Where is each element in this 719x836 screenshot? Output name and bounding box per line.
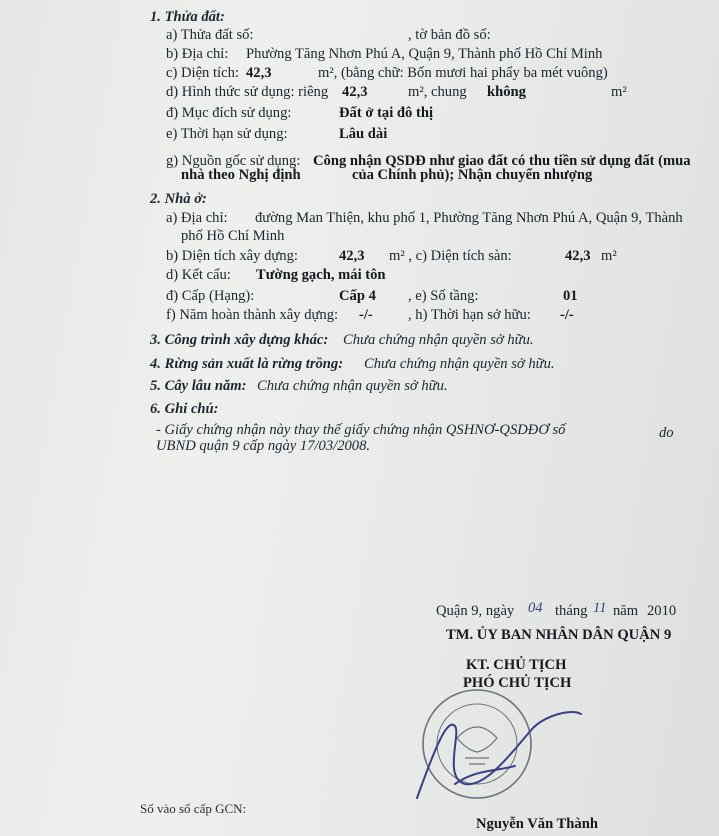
date-month: 11 — [593, 600, 607, 616]
common-area-value: không — [487, 84, 526, 100]
register-number-label: Số vào sổ cấp GCN: — [140, 801, 247, 816]
signer-title-2: PHÓ CHỦ TỊCH — [463, 675, 572, 691]
area-label: c) Diện tích: — [166, 65, 239, 81]
official-stamp-and-signature — [395, 688, 595, 818]
private-area-value: 42,3 — [342, 84, 368, 100]
date-day: 04 — [528, 600, 543, 616]
floors-value: 01 — [563, 288, 578, 304]
area-unit-text: m², (bằng chữ: Bốn mươi hai phẩy ba mét vuông) — [318, 65, 608, 81]
grade-value: Cấp 4 — [339, 288, 376, 304]
completion-year-value: -/- — [359, 307, 373, 323]
floor-area-label: m² , c) Diện tích sàn: — [389, 248, 512, 264]
map-sheet-label: , tờ bản đồ số: — [408, 27, 491, 43]
floor-area-value: 42,3 — [565, 248, 591, 264]
ownership-term-label: , h) Thời hạn sở hữu: — [408, 307, 531, 323]
structure-value: Tường gạch, mái tôn — [256, 267, 386, 283]
date-month-label: tháng — [555, 603, 588, 619]
ownership-term-value: -/- — [560, 307, 574, 323]
note-line2: UBND quận 9 cấp ngày 17/03/2008. — [156, 438, 371, 454]
build-area-value: 42,3 — [339, 248, 365, 264]
floors-label: , e) Số tầng: — [408, 288, 479, 304]
address-value: Phường Tăng Nhơn Phú A, Quận 9, Thành phố Hồ Chí Minh — [246, 46, 603, 62]
usage-form-label: d) Hình thức sử dụng: riêng — [166, 84, 329, 100]
origin-value-line2a: nhà theo Nghị định — [181, 167, 301, 183]
build-area-label: b) Diện tích xây dựng: — [166, 248, 298, 264]
signer-title-1: KT. CHỦ TỊCH — [466, 657, 567, 673]
date-year-label: năm — [613, 603, 639, 619]
signer-name: Nguyễn Văn Thành — [476, 816, 598, 832]
date-prefix: Quận 9, ngày — [436, 603, 515, 619]
floor-area-unit: m² — [601, 248, 617, 264]
grade-label: đ) Cấp (Hạng): — [166, 288, 255, 304]
term-value: Lâu dài — [339, 126, 388, 142]
structure-label: d) Kết cấu: — [166, 267, 231, 283]
origin-value-line1: Công nhận QSDĐ như giao đất có thu tiền sử dụng đất (mua — [313, 153, 691, 169]
purpose-label: đ) Mục đích sử dụng: — [166, 105, 292, 121]
date-year: 2010 — [647, 603, 677, 619]
origin-label: g) Nguồn gốc sử dụng: — [166, 153, 301, 169]
house-address-label: a) Địa chỉ: — [166, 210, 228, 226]
house-address-line1: đường Man Thiện, khu phố 1, Phường Tăng Nhơn Phú A, Quận 9, Thành — [255, 210, 683, 226]
section3-heading: 3. Công trình xây dựng khác: — [150, 332, 329, 348]
common-unit: m² — [611, 84, 627, 100]
section5-heading: 5. Cây lâu năm: — [150, 378, 247, 394]
issuing-authority: TM. ỦY BAN NHÂN DÂN QUẬN 9 — [446, 627, 672, 643]
purpose-value: Đất ở tại đô thị — [339, 105, 434, 121]
section3-value: Chưa chứng nhận quyền sở hữu. — [343, 332, 534, 348]
parcel-number-label: a) Thửa đất số: — [166, 27, 254, 43]
area-value: 42,3 — [246, 65, 272, 81]
section4-value: Chưa chứng nhận quyền sở hữu. — [364, 356, 555, 372]
section5-value: Chưa chứng nhận quyền sở hữu. — [257, 378, 448, 394]
section2-heading: 2. Nhà ở: — [150, 191, 207, 207]
note-line1-end: do — [659, 425, 674, 441]
address-label: b) Địa chỉ: — [166, 46, 229, 62]
house-address-line2: phố Hồ Chí Minh — [181, 228, 285, 244]
section1-heading: 1. Thửa đất: — [150, 9, 225, 25]
origin-value-line2b: của Chính phủ); Nhận chuyển nhượng — [352, 167, 593, 183]
section4-heading: 4. Rừng sản xuất là rừng trồng: — [150, 356, 344, 372]
note-line1: - Giấy chứng nhận này thay thế giấy chứng nhận QSHNƠ-QSDĐƠ số — [156, 422, 566, 438]
term-label: e) Thời hạn sử dụng: — [166, 126, 288, 142]
common-label: m², chung — [408, 84, 467, 100]
section6-heading: 6. Ghi chú: — [150, 401, 219, 417]
completion-year-label: f) Năm hoàn thành xây dựng: — [166, 307, 339, 323]
